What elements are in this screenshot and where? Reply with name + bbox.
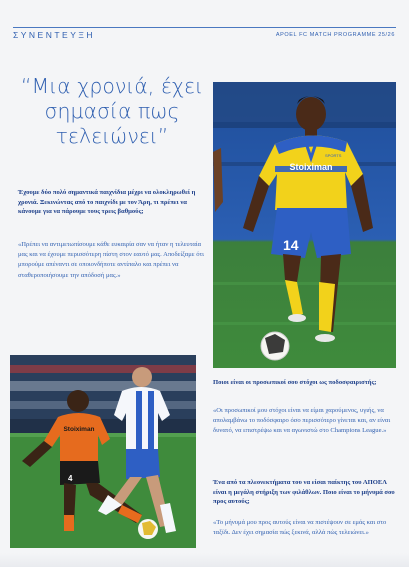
question-1: Έχουμε δύο πολύ σημαντικά παιχνίδια μέχρι να ολοκληρωθεί η χρονιά. Ξεκινώντας από το παιχνίδι με τον Άρη, τι πρέπει να κάνουμε για να πάρουμε τους τρεις βαθμούς; — [18, 189, 196, 216]
section-title: ΣΥΝΕΝΤΕΥΞΗ — [13, 30, 96, 40]
question-3: Ένα από τα πλεονεκτήματα του να είσαι παίκτης του ΑΠΟΕΛ είναι η μεγάλη στήριξη των φιλάθλων. Ποιο είναι το μήνυμά σου προς αυτούς; — [213, 479, 395, 506]
sponsor-text-top: Stoiximan — [289, 162, 333, 172]
player-photo-tackle-art — [10, 355, 196, 548]
shorts-number-bottom: 4 — [68, 474, 73, 483]
sponsor-text-bottom: Stoiximan — [63, 426, 95, 433]
shorts-number-top: 14 — [283, 237, 299, 253]
player-photo-apoel — [213, 82, 396, 368]
bottom-edge — [0, 553, 409, 567]
programme-label: APOEL FC MATCH PROGRAMME 25/26 — [275, 32, 395, 38]
question-2: Ποιοι είναι οι προσωπικοί σου στόχοι ως ποδοσφαιριστής; — [213, 379, 377, 386]
header-rule — [13, 27, 396, 28]
pull-quote: “Μια χρονιά, έχει σημασία πως τελειώνει” — [20, 74, 204, 148]
answer-3: «Το μήνυμά μου προς αυτούς είναι να πιστέψουν σε εμάς και στο ταξίδι. Δεν έχει σημασία πώς ξεκινά, αλλά πώς τελειώνει.» — [213, 519, 387, 537]
chest-text-top: SPORTS — [325, 153, 342, 158]
answer-2: «Οι προσωπικοί μου στόχοι είναι να είμαι χαρούμενος, υγιής, να απολαμβάνω το ποδόσφαιρο όσο περισσότερο γίνεται και, αν είναι δυνατό, να επιστρέψω και να αγωνιστώ στο Champions League.» — [213, 407, 391, 435]
player-photo-apoel-art — [213, 82, 396, 368]
answer-1: «Πρέπει να αντιμετωπίσουμε κάθε ευκαιρία σαν να ήταν η τελευταία μας και να έχουμε περισσότερη πίστη στον εαυτό μας. Αποδείξαμε ότι μπορούμε απέναντι σε οποιονδήποτε αντίπαλο και πρέπει να σταθεροποιήσουμε την απόδοσή μας.» — [18, 241, 204, 279]
player-photo-tackle — [10, 355, 196, 548]
